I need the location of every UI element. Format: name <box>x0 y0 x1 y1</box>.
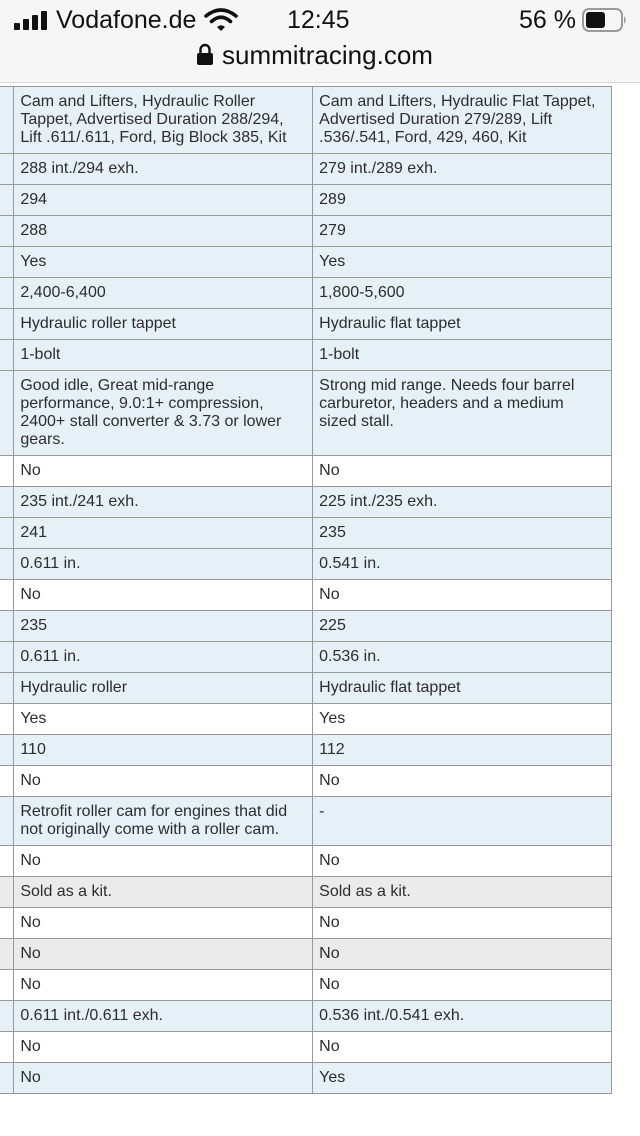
spec-label-cell <box>0 154 14 185</box>
product-1-cell: No <box>14 1032 313 1063</box>
table-row <box>0 735 612 766</box>
product-2-cell: 0.536 int./0.541 exh. <box>313 1001 612 1032</box>
table-row <box>0 549 612 580</box>
product-2-cell: 279 <box>313 216 612 247</box>
comparison-table <box>0 86 612 1094</box>
battery-percentage: 56 % <box>519 6 576 34</box>
product-2-cell: 0.536 in. <box>313 642 612 673</box>
product-2-cell: Yes <box>313 247 612 278</box>
product-1-cell: 235 int./241 exh. <box>14 487 313 518</box>
product-1-cell: 235 <box>14 611 313 642</box>
signal-icon <box>14 10 48 30</box>
product-1-cell: 110 <box>14 735 313 766</box>
product-1-cell: 288 int./294 exh. <box>14 154 313 185</box>
table-row <box>0 1032 612 1063</box>
spec-label-cell <box>0 846 14 877</box>
table-row <box>0 673 612 704</box>
product-2-cell: Strong mid range. Needs four barrel carburetor, headers and a medium sized stall. <box>313 371 612 456</box>
table-row <box>0 340 612 371</box>
spec-label-cell <box>0 970 14 1001</box>
product-2-cell: Yes <box>313 1063 612 1094</box>
spec-label-cell <box>0 704 14 735</box>
product-1-cell: Yes <box>14 247 313 278</box>
product-2-cell: 289 <box>313 185 612 216</box>
product-1-cell: 0.611 in. <box>14 549 313 580</box>
product-1-cell: No <box>14 580 313 611</box>
product-2-cell: 1,800-5,600 <box>313 278 612 309</box>
table-row <box>0 154 612 185</box>
spec-label-cell <box>0 185 14 216</box>
spec-label-cell <box>0 611 14 642</box>
spec-label-cell <box>0 908 14 939</box>
table-row <box>0 877 612 908</box>
product-2-cell: No <box>313 1032 612 1063</box>
product-2-cell: No <box>313 846 612 877</box>
spec-label-cell <box>0 278 14 309</box>
product-2-cell: Hydraulic flat tappet <box>313 309 612 340</box>
table-row <box>0 797 612 846</box>
product-2-cell: No <box>313 970 612 1001</box>
product-2-cell: No <box>313 580 612 611</box>
spec-label-cell <box>0 87 14 154</box>
table-row <box>0 939 612 970</box>
product-2-cell: 279 int./289 exh. <box>313 154 612 185</box>
url-domain: summitracing.com <box>222 40 433 70</box>
product-2-cell: No <box>313 456 612 487</box>
product-1-cell: Hydraulic roller <box>14 673 313 704</box>
spec-label-cell <box>0 735 14 766</box>
table-row <box>0 611 612 642</box>
spec-label-cell <box>0 766 14 797</box>
product-2-cell: 112 <box>313 735 612 766</box>
product-2-cell: No <box>313 766 612 797</box>
table-row <box>0 371 612 456</box>
spec-label-cell <box>0 216 14 247</box>
table-row <box>0 642 612 673</box>
spec-label-cell <box>0 1032 14 1063</box>
spec-label-cell <box>0 518 14 549</box>
table-row <box>0 487 612 518</box>
table-row <box>0 247 612 278</box>
table-row <box>0 185 612 216</box>
address-bar[interactable] <box>0 40 640 83</box>
table-row <box>0 1001 612 1032</box>
product-1-cell: No <box>14 908 313 939</box>
product-1-cell: No <box>14 766 313 797</box>
table-row <box>0 278 612 309</box>
product-1-cell: No <box>14 1063 313 1094</box>
product-1-cell: 241 <box>14 518 313 549</box>
spec-label-cell <box>0 580 14 611</box>
product-1-cell: Hydraulic roller tappet <box>14 309 313 340</box>
carrier-name: Vodafone.de <box>56 6 197 34</box>
spec-label-cell <box>0 247 14 278</box>
table-row <box>0 846 612 877</box>
product-2-cell: Hydraulic flat tappet <box>313 673 612 704</box>
table-row <box>0 216 612 247</box>
status-bar <box>0 0 640 40</box>
product-2-cell: No <box>313 908 612 939</box>
product-1-cell: No <box>14 970 313 1001</box>
product-1-cell: Cam and Lifters, Hydraulic Roller Tappet, Advertised Duration 288/294, Lift .611/.611, Ford, Big Block 385, Kit <box>14 87 313 154</box>
table-row <box>0 1063 612 1094</box>
table-row <box>0 908 612 939</box>
table-row <box>0 580 612 611</box>
spec-label-cell <box>0 939 14 970</box>
product-2-cell: 225 <box>313 611 612 642</box>
table-row <box>0 704 612 735</box>
product-1-cell: 294 <box>14 185 313 216</box>
product-2-cell: 1-bolt <box>313 340 612 371</box>
lock-icon <box>196 43 214 67</box>
spec-label-cell <box>0 1001 14 1032</box>
table-row <box>0 970 612 1001</box>
spec-label-cell <box>0 487 14 518</box>
product-1-cell: No <box>14 939 313 970</box>
product-1-cell: 288 <box>14 216 313 247</box>
product-2-cell: 0.541 in. <box>313 549 612 580</box>
product-2-cell: No <box>313 939 612 970</box>
table-row <box>0 309 612 340</box>
table-row <box>0 87 612 154</box>
product-1-cell: 0.611 in. <box>14 642 313 673</box>
product-1-cell: 0.611 int./0.611 exh. <box>14 1001 313 1032</box>
spec-label-cell <box>0 877 14 908</box>
clock: 12:45 <box>287 6 350 34</box>
product-2-cell: 225 int./235 exh. <box>313 487 612 518</box>
product-2-cell: - <box>313 797 612 846</box>
product-1-cell: Sold as a kit. <box>14 877 313 908</box>
table-row <box>0 766 612 797</box>
product-2-cell: 235 <box>313 518 612 549</box>
product-1-cell: Good idle, Great mid-range performance, 9.0:1+ compression, 2400+ stall converter & 3.73 or lower gears. <box>14 371 313 456</box>
spec-label-cell <box>0 797 14 846</box>
product-1-cell: 1-bolt <box>14 340 313 371</box>
product-1-cell: No <box>14 846 313 877</box>
spec-label-cell <box>0 642 14 673</box>
product-1-cell: Retrofit roller cam for engines that did not originally come with a roller cam. <box>14 797 313 846</box>
product-2-cell: Sold as a kit. <box>313 877 612 908</box>
product-1-cell: No <box>14 456 313 487</box>
battery-icon <box>582 8 628 32</box>
wifi-icon <box>204 8 238 32</box>
spec-label-cell <box>0 673 14 704</box>
product-1-cell: Yes <box>14 704 313 735</box>
table-row <box>0 518 612 549</box>
spec-label-cell <box>0 1063 14 1094</box>
product-1-cell: 2,400-6,400 <box>14 278 313 309</box>
spec-label-cell <box>0 549 14 580</box>
comparison-table-container[interactable] <box>0 86 640 1136</box>
spec-label-cell <box>0 371 14 456</box>
spec-label-cell <box>0 456 14 487</box>
product-2-cell: Yes <box>313 704 612 735</box>
spec-label-cell <box>0 340 14 371</box>
spec-label-cell <box>0 309 14 340</box>
product-2-cell: Cam and Lifters, Hydraulic Flat Tappet, Advertised Duration 279/289, Lift .536/.541, Ford, 429, 460, Kit <box>313 87 612 154</box>
table-row <box>0 456 612 487</box>
